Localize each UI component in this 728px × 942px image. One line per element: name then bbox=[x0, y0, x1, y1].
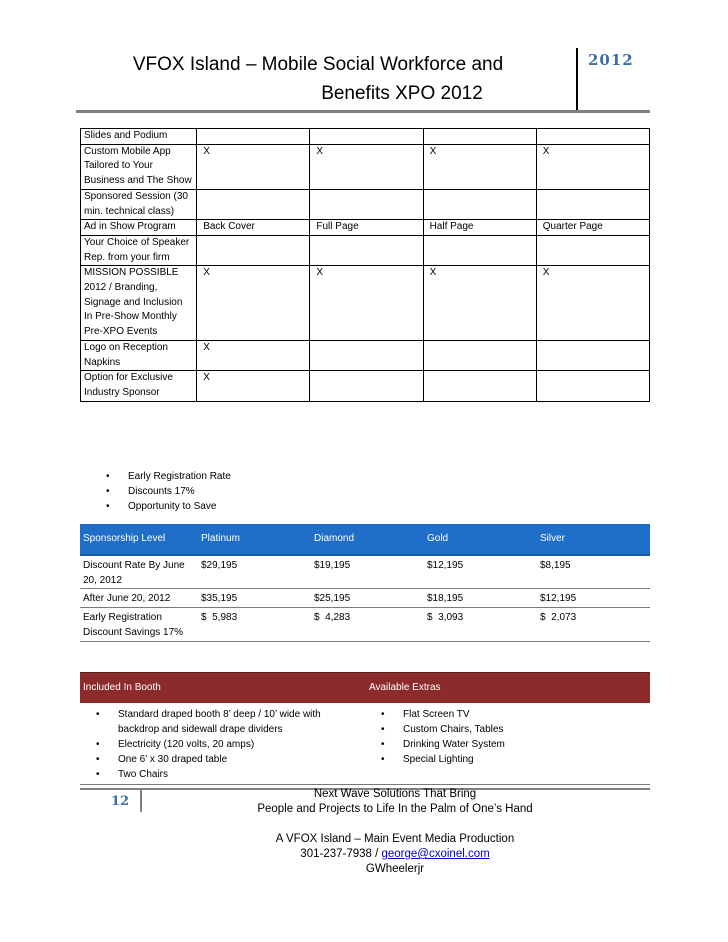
list-item: • One 6’ x 30 draped table bbox=[96, 752, 363, 767]
price-cell: $25,195 bbox=[311, 589, 424, 608]
list-item: • Two Chairs bbox=[96, 767, 363, 782]
table-cell bbox=[536, 189, 649, 219]
footer-production: A VFOX Island – Main Event Media Production bbox=[275, 833, 515, 845]
table-cell bbox=[536, 371, 649, 401]
table-cell bbox=[197, 189, 310, 219]
table-cell: X bbox=[197, 371, 310, 401]
pricing-header-cell: Silver bbox=[537, 524, 650, 555]
pricing-header-cell: Sponsorship Level bbox=[80, 524, 198, 555]
table-cell bbox=[423, 340, 536, 370]
table-cell: X bbox=[310, 266, 423, 341]
table-row bbox=[81, 235, 650, 265]
price-cell: $8,195 bbox=[537, 555, 650, 589]
table-cell: X bbox=[197, 340, 310, 370]
table-cell: Half Page bbox=[423, 220, 536, 236]
benefits-list bbox=[106, 469, 231, 514]
page-number: 12 bbox=[111, 794, 130, 809]
table-cell: X bbox=[310, 144, 423, 189]
booth-table bbox=[80, 672, 650, 785]
footer-tagline-2: People and Projects to Life In the Palm of One’s Hand bbox=[257, 803, 533, 815]
table-cell bbox=[536, 340, 649, 370]
row-label: Custom Mobile App Tailored to Your Business and The Show bbox=[81, 144, 197, 189]
table-cell bbox=[310, 235, 423, 265]
list-item: • Special Lighting bbox=[381, 752, 647, 767]
price-cell: $ 3,093 bbox=[424, 608, 537, 641]
list-item: • Custom Chairs, Tables bbox=[381, 722, 647, 737]
footer-contact bbox=[230, 847, 560, 862]
row-label: Sponsored Session (30 min. technical class) bbox=[81, 189, 197, 219]
row-label: Early Registration Discount Savings 17% bbox=[80, 608, 198, 641]
extras-header: Available Extras bbox=[366, 673, 650, 704]
pricing-table bbox=[80, 524, 650, 642]
table-cell bbox=[536, 235, 649, 265]
table-cell bbox=[310, 129, 423, 145]
included-header: Included In Booth bbox=[80, 673, 366, 704]
pricing-header-cell: Diamond bbox=[311, 524, 424, 555]
list-item: • Standard draped booth 8’ deep / 10’ wide with backdrop and sidewall drape dividers bbox=[96, 707, 363, 737]
table-cell bbox=[310, 189, 423, 219]
table-row bbox=[81, 144, 650, 189]
table-row bbox=[81, 266, 650, 341]
table-cell bbox=[423, 129, 536, 145]
table-cell bbox=[310, 340, 423, 370]
price-cell: $ 2,073 bbox=[537, 608, 650, 641]
table-cell bbox=[423, 235, 536, 265]
table-row bbox=[80, 589, 650, 608]
footer-email-link[interactable]: george@cxoinel.com bbox=[381, 848, 490, 860]
list-item: • Discounts 17% bbox=[106, 484, 231, 499]
table-cell bbox=[197, 129, 310, 145]
footer bbox=[230, 787, 560, 877]
header-rule bbox=[76, 110, 650, 113]
pricing-header-cell: Platinum bbox=[198, 524, 311, 555]
row-label: After June 20, 2012 bbox=[80, 589, 198, 608]
table-cell bbox=[197, 235, 310, 265]
table-row bbox=[80, 555, 650, 589]
table-cell bbox=[423, 371, 536, 401]
footer-author: GWheelerjr bbox=[365, 863, 425, 875]
table-row bbox=[81, 220, 650, 236]
price-cell: $19,195 bbox=[311, 555, 424, 589]
title-line-1: VFOX Island – Mobile Social Workforce and bbox=[132, 54, 504, 75]
header-year: 2012 bbox=[588, 51, 634, 69]
table-row bbox=[81, 189, 650, 219]
row-label: MISSION POSSIBLE 2012 / Branding, Signage and Inclusion In Pre-Show Monthly Pre-XPO Events bbox=[81, 266, 197, 341]
price-cell: $12,195 bbox=[537, 589, 650, 608]
extras-cell bbox=[366, 703, 650, 785]
included-cell bbox=[80, 703, 366, 785]
list-item: • Flat Screen TV bbox=[381, 707, 647, 722]
price-cell: $35,195 bbox=[198, 589, 311, 608]
table-cell bbox=[423, 189, 536, 219]
table-cell: X bbox=[423, 144, 536, 189]
header-divider bbox=[576, 48, 578, 112]
included-list bbox=[96, 707, 363, 782]
table-row bbox=[81, 129, 650, 145]
pricing-header-cell: Gold bbox=[424, 524, 537, 555]
list-item: • Drinking Water System bbox=[381, 737, 647, 752]
table-cell bbox=[310, 371, 423, 401]
table-cell: X bbox=[536, 266, 649, 341]
table-cell bbox=[536, 129, 649, 145]
row-label: Ad in Show Program bbox=[81, 220, 197, 236]
footer-phone: 301-237-7938 / bbox=[300, 848, 382, 860]
price-cell: $ 4,283 bbox=[311, 608, 424, 641]
footer-tagline-1: Next Wave Solutions That Bring bbox=[313, 788, 477, 800]
price-cell: $18,195 bbox=[424, 589, 537, 608]
table-cell: X bbox=[197, 266, 310, 341]
table-cell: Quarter Page bbox=[536, 220, 649, 236]
booth-header-row bbox=[80, 673, 650, 704]
table-cell: X bbox=[536, 144, 649, 189]
title-line-2: Benefits XPO 2012 bbox=[321, 83, 483, 104]
table-row bbox=[81, 371, 650, 401]
table-cell: Back Cover bbox=[197, 220, 310, 236]
pricing-header-row bbox=[80, 524, 650, 555]
extras-list bbox=[381, 707, 647, 767]
table-cell: X bbox=[423, 266, 536, 341]
booth-body-row bbox=[80, 703, 650, 785]
row-label: Your Choice of Speaker Rep. from your firm bbox=[81, 235, 197, 265]
row-label: Option for Exclusive Industry Sponsor bbox=[81, 371, 197, 401]
price-cell: $12,195 bbox=[424, 555, 537, 589]
table-row bbox=[80, 608, 650, 641]
list-item: • Early Registration Rate bbox=[106, 469, 231, 484]
row-label: Discount Rate By June 20, 2012 bbox=[80, 555, 198, 589]
price-cell: $29,195 bbox=[198, 555, 311, 589]
row-label: Slides and Podium bbox=[81, 129, 197, 145]
list-item: • Electricity (120 volts, 20 amps) bbox=[96, 737, 363, 752]
list-item: • Opportunity to Save bbox=[106, 499, 231, 514]
table-cell: Full Page bbox=[310, 220, 423, 236]
document-title bbox=[60, 50, 576, 108]
price-cell: $ 5,983 bbox=[198, 608, 311, 641]
sponsorship-features-table bbox=[80, 128, 650, 402]
table-row bbox=[81, 340, 650, 370]
row-label: Logo on Reception Napkins bbox=[81, 340, 197, 370]
table-cell: X bbox=[197, 144, 310, 189]
